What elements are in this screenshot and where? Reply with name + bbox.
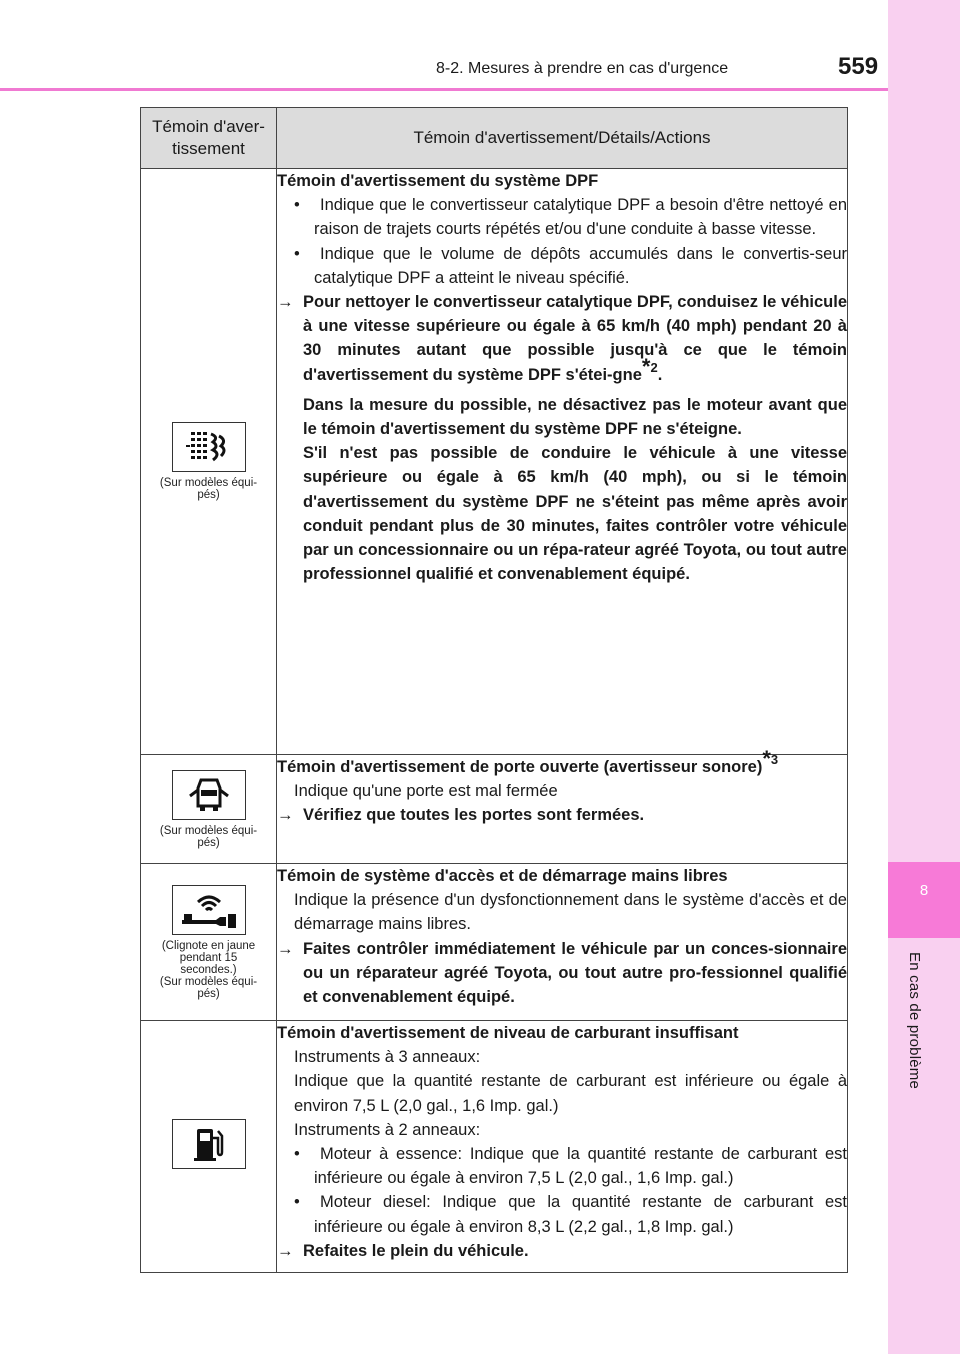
warning-title: Témoin d'avertissement de porte ouverte (avertisseur sonore)*$^3$ xyxy=(277,746,779,776)
warning-title: Témoin de système d'accès et de démarrage mains libres xyxy=(277,867,728,885)
dpf-icon xyxy=(172,422,246,472)
indicator-cell xyxy=(141,755,277,864)
side-tab xyxy=(888,0,960,1354)
section-title: 8-2. Mesures à prendre en cas d'urgence xyxy=(436,60,729,77)
list-item: • Indique que le convertisseur catalytique DPF a besoin d'être nettoyé en raison de trajets courts répétés et/ou d'une conduite à basse vitesse. xyxy=(294,196,847,239)
table-row xyxy=(141,1021,848,1273)
details-cell xyxy=(277,746,848,864)
indicator-note: (Sur modèles équi- pés) xyxy=(159,477,258,501)
action-text: S'il n'est pas possible de conduire le véhicule à une vitesse supérieure ou égale à 65 km/h (40 mph), ou si le témoin d'avertissement du système DPF ne s'éteint pas même après avoir conduit pendant plus de 30 minutes, faites contrôler votre véhicule par un concessionnaire ou un répa-rateur agréé Toyota, ou tout autre professionnel qualifié et convenablement équipé. xyxy=(303,444,847,584)
warning-detail: Instruments à 3 anneaux: xyxy=(294,1048,481,1067)
warning-detail: Indique la présence d'un dysfonctionnement dans le système d'accès et de démarrage mains libres. xyxy=(294,891,847,934)
warning-lights-table xyxy=(140,107,848,1273)
indicator-cell xyxy=(141,169,277,755)
page-number: 559 xyxy=(838,53,879,80)
list-item: • Moteur diesel: Indique que la quantité restante de carburant est inférieure ou égale à environ 8,3 L (2,2 gal., 1,8 Imp. gal.) xyxy=(294,1193,847,1236)
warning-detail: Instruments à 2 anneaux: xyxy=(294,1120,481,1139)
warning-detail: Indique qu'une porte est mal fermée xyxy=(294,782,558,801)
table-row xyxy=(141,755,848,864)
action-text: → Pour nettoyer le convertisseur catalytique DPF, conduisez le véhicule à une vitesse supérieure ou égale à 65 km/h (40 mph) pendant 20 à 30 minutes autant que possible jusqu'à ce que le témoin d'avertissement du système DPF s'étei-gne*$^2$. xyxy=(277,293,847,384)
details-cell xyxy=(277,1021,848,1273)
fuel-pump-icon xyxy=(172,1119,246,1169)
indicator-cell xyxy=(141,1021,277,1273)
smart-key-icon xyxy=(172,885,246,935)
header-divider xyxy=(0,88,888,91)
indicator-cell xyxy=(141,864,277,1021)
col-header-details: Témoin d'avertissement/Détails/Actions xyxy=(277,108,848,169)
list-item: • Moteur à essence: Indique que la quantité restante de carburant est inférieure ou égale à environ 7,5 L (2,0 gal., 1,6 Imp. gal.) xyxy=(294,1145,847,1188)
side-tab-chapter-number: 8 xyxy=(919,882,929,899)
side-tab-chapter-marker xyxy=(888,862,960,938)
details-cell xyxy=(277,864,848,1021)
warning-title: Témoin d'avertissement de niveau de carburant insuffisant xyxy=(277,1024,739,1042)
indicator-note: (Clignote en jaune pendant 15 secondes.) (Sur modèles équi- pés) xyxy=(159,939,258,1000)
list-item: • Indique que le volume de dépôts accumulés dans le convertis-seur catalytique DPF a atteint le niveau spécifié. xyxy=(294,244,847,287)
warning-detail: Indique que la quantité restante de carburant est inférieure ou égale à environ 7,5 L (2,0 gal., 1,6 Imp. gal.) xyxy=(294,1072,847,1115)
action-text: Dans la mesure du possible, ne désactivez pas le moteur avant que le témoin d'avertissement du système DPF ne s'éteigne. xyxy=(303,395,847,439)
indicator-note: (Sur modèles équi- pés) xyxy=(159,824,258,849)
door-open-icon xyxy=(172,770,246,820)
table-header-row xyxy=(141,108,848,169)
col-header-indicator: Témoin d'aver- tissement xyxy=(141,108,277,169)
table-row xyxy=(141,864,848,1021)
side-tab-title: En cas de problème xyxy=(906,952,923,1090)
action-text: → Vérifiez que toutes les portes sont fermées. xyxy=(277,806,645,825)
warning-title: Témoin d'avertissement du système DPF xyxy=(277,172,599,190)
action-text: → Faites contrôler immédiatement le véhicule par un conces-sionnaire ou un réparateur agréé Toyota, ou tout autre pro-fessionnel qualifié et convenablement équipé. xyxy=(277,939,847,1007)
table-row xyxy=(141,169,848,755)
action-text: → Refaites le plein du véhicule. xyxy=(277,1241,529,1260)
details-cell xyxy=(277,169,848,755)
